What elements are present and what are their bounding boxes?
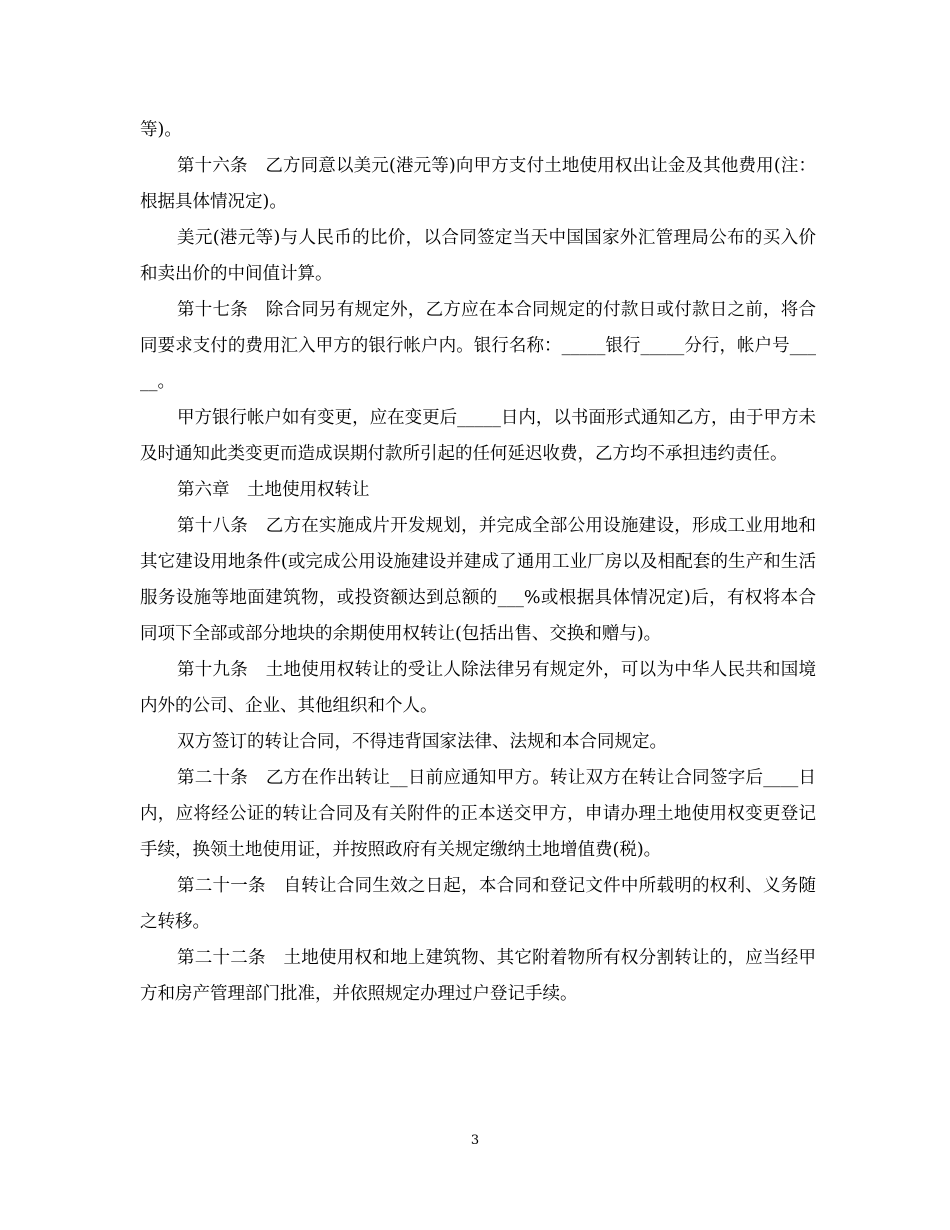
paragraph-article-17: 第十七条 除合同另有规定外，乙方应在本合同规定的付款日或付款日之前，将合同要求支付的费用汇入甲方的银行帐户内。银行名称：_____银行_____分行，帐户号_____。 [140,300,816,392]
paragraph-exchange-rate: 美元(港元等)与人民币的比价，以合同签定当天中国国家外汇管理局公布的买入价和卖出价的中间值计算。 [140,228,816,284]
document-body [140,112,816,1012]
paragraph-bank-account-change: 甲方银行帐户如有变更，应在变更后_____日内，以书面形式通知乙方，由于甲方未及时通知此类变更而造成误期付款所引起的任何延迟收费，乙方均不承担违约责任。 [140,408,816,464]
paragraph-article-18: 第十八条 乙方在实施成片开发规划，并完成全部公用设施建设，形成工业用地和其它建设用地条件(或完成公用设施建设并建成了通用工业厂房以及相配套的生产和生活服务设施等地面建筑物，或投资额达到总额的___%或根据具体情况定)后，有权将本合同项下全部或部分地块的余期使用权转让(包括出售、交换和赠与)。 [140,516,816,644]
page-number: 3 [470,1133,480,1148]
paragraph-article-20: 第二十条 乙方在作出转让__日前应通知甲方。转让双方在转让合同签字后____日内，应将经公证的转让合同及有关附件的正本送交甲方，申请办理土地使用权变更登记手续，换领土地使用证，并按照政府有关规定缴纳土地增值费(税)。 [140,768,816,860]
chapter-heading-6: 第六章 土地使用权转让 [177,480,370,500]
paragraph-transfer-contract: 双方签订的转让合同，不得违背国家法律、法规和本合同规定。 [177,732,667,752]
paragraph-article-21: 第二十一条 自转让合同生效之日起，本合同和登记文件中所载明的权利、义务随之转移。 [140,876,816,932]
paragraph-article-19: 第十九条 土地使用权转让的受让人除法律另有规定外，可以为中华人民共和国境内外的公司、企业、其他组织和个人。 [140,660,816,716]
paragraph-article-16: 第十六条 乙方同意以美元(港元等)向甲方支付土地使用权出让金及其他费用(注：根据具体情况定)。 [140,156,816,212]
paragraph-continuation: 等)。 [140,120,182,140]
paragraph-article-22: 第二十二条 土地使用权和地上建筑物、其它附着物所有权分割转让的，应当经甲方和房产管理部门批准，并依照规定办理过户登记手续。 [140,948,816,1004]
